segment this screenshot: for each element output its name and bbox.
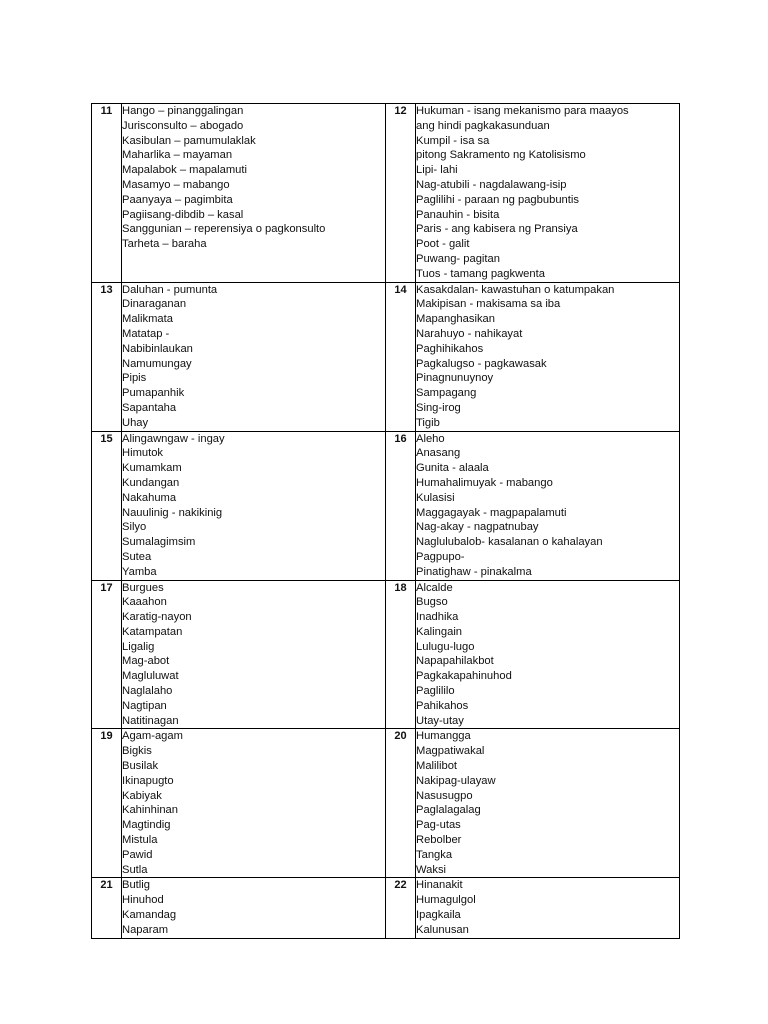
word-entry: Pagpupo- (416, 550, 465, 563)
word-entry: Sumalagimsim (122, 536, 196, 549)
word-entry: Paglililo (416, 685, 455, 698)
word-entry: Tuos - tamang pagkwenta (416, 267, 545, 280)
word-entry: Kamandag (122, 909, 177, 922)
word-list (122, 431, 386, 580)
word-entry: Naglalaho (122, 685, 173, 698)
word-entry: Pinagnunuynoy (416, 372, 494, 385)
word-list (416, 104, 680, 283)
word-entry: Paghihikahos (416, 342, 484, 355)
word-entry: Rebolber (416, 834, 462, 847)
word-entry: Hukuman - isang mekanismo para maayos (416, 105, 629, 117)
word-entry: Nauulinig - nakikinig (122, 506, 223, 519)
word-entry: Hinuhod (122, 894, 164, 907)
word-list (122, 282, 386, 431)
word-entry: Mapalabok – mapalamuti (122, 164, 247, 177)
word-entry: Anasang (416, 447, 461, 460)
word-entry: Inadhika (416, 611, 459, 624)
entry-number: 16 (386, 431, 416, 580)
word-entry: Narahuyo - nahikayat (416, 327, 523, 340)
word-entry: Pag-utas (416, 819, 461, 832)
entry-number: 20 (386, 729, 416, 878)
word-entry: Bugso (416, 596, 448, 609)
entry-number: 11 (92, 104, 122, 283)
word-entry: Humahalimuyak - mabango (416, 476, 553, 489)
entry-number: 19 (92, 729, 122, 878)
word-entry: Kundangan (122, 476, 180, 489)
word-entry: Paanyaya – pagimbita (122, 193, 233, 206)
word-entry: Tangka (416, 848, 453, 861)
vocabulary-table (91, 103, 680, 939)
word-entry: Maharlika – mayaman (122, 149, 233, 162)
word-entry: Sampagang (416, 387, 477, 400)
word-entry: Makipisan - makisama sa iba (416, 298, 561, 311)
word-entry: Natitinagan (122, 714, 179, 727)
word-entry: Kalingain (416, 625, 463, 638)
word-entry: Lulugu-lugo (416, 640, 475, 653)
entry-number: 17 (92, 580, 122, 729)
word-entry: Maggagayak - magpapalamuti (416, 506, 567, 519)
word-entry: Burgues (122, 581, 164, 594)
word-entry: Katampatan (122, 625, 183, 638)
entry-number: 15 (92, 431, 122, 580)
word-entry: Tigib (416, 416, 440, 429)
word-entry: ang hindi pagkakasunduan (416, 119, 550, 132)
word-entry: Alcalde (416, 581, 453, 594)
word-list (122, 729, 386, 878)
word-entry: Ipagkaila (416, 909, 461, 922)
word-list (122, 878, 386, 938)
word-entry: Nakahuma (122, 491, 177, 504)
word-entry: Agam-agam (122, 730, 183, 743)
word-entry: Silyo (122, 521, 147, 534)
word-entry: Mag-abot (122, 655, 170, 668)
entry-number: 13 (92, 282, 122, 431)
word-entry: Busilak (122, 760, 159, 773)
word-entry: Sapantaha (122, 401, 177, 414)
word-entry: Namumungay (122, 357, 192, 370)
word-entry: Yamba (122, 565, 157, 578)
word-list (416, 431, 680, 580)
word-entry: Poot - galit (416, 238, 470, 251)
word-entry: Pahikahos (416, 699, 469, 712)
word-entry: Kasibulan – pamumulaklak (122, 134, 256, 147)
word-list (416, 580, 680, 729)
word-entry: Sanggunian – reperensiya o pagkonsulto (122, 223, 326, 236)
word-entry: Nasusugpo (416, 789, 473, 802)
table-row (92, 878, 680, 938)
word-entry: Aleho (416, 432, 445, 445)
word-entry: Butlig (122, 879, 150, 892)
word-entry: Kabiyak (122, 789, 162, 802)
word-list (122, 104, 386, 283)
word-entry: Dinaraganan (122, 298, 187, 311)
word-entry: Jurisconsulto – abogado (122, 119, 244, 132)
entry-number: 12 (386, 104, 416, 283)
entry-number: 22 (386, 878, 416, 938)
word-entry: Ikinapugto (122, 774, 174, 787)
word-list (416, 282, 680, 431)
word-entry: Alingawngaw - ingay (122, 432, 225, 445)
word-entry: Nag-atubili - nagdalawang-isip (416, 178, 567, 191)
word-entry: Kasakdalan- kawastuhan o katumpakan (416, 283, 615, 296)
word-entry: Uhay (122, 416, 149, 429)
word-entry: Ligalig (122, 640, 155, 653)
word-entry: Pawid (122, 848, 153, 861)
word-entry: Pumapanhik (122, 387, 185, 400)
word-entry: Humagulgol (416, 894, 476, 907)
word-entry: Lipi- lahi (416, 164, 458, 177)
vocabulary-table-body (92, 104, 680, 939)
word-entry: Paris - ang kabisera ng Pransiya (416, 223, 578, 236)
word-entry: pitong Sakramento ng Katolisismo (416, 149, 586, 162)
word-entry: Pagiisang-dibdib – kasal (122, 208, 244, 221)
word-entry: Humangga (416, 730, 471, 743)
word-list (122, 580, 386, 729)
word-entry: Puwang- pagitan (416, 252, 500, 265)
word-entry: Mistula (122, 834, 158, 847)
word-entry: Bigkis (122, 745, 152, 758)
word-entry: Sutla (122, 863, 148, 876)
word-entry: Masamyo – mabango (122, 178, 230, 191)
word-entry: Himutok (122, 447, 164, 460)
word-entry: Nagtipan (122, 699, 167, 712)
word-entry: Kahinhinan (122, 804, 178, 817)
word-entry: Waksi (416, 863, 447, 876)
word-entry: Pagkakapahinuhod (416, 670, 512, 683)
word-entry: Kumpil - isa sa (416, 134, 490, 147)
table-row (92, 282, 680, 431)
word-entry: Magpatiwakal (416, 745, 485, 758)
word-entry: Kalunusan (416, 923, 469, 936)
word-list (416, 878, 680, 938)
word-entry: Malilibot (416, 760, 458, 773)
table-row (92, 431, 680, 580)
word-entry: Naglulubalob- kasalanan o kahalayan (416, 536, 603, 549)
word-entry: Magtindig (122, 819, 171, 832)
word-entry: Kulasisi (416, 491, 455, 504)
entry-number: 18 (386, 580, 416, 729)
word-entry: Hango – pinanggalingan (122, 105, 244, 117)
word-entry: Malikmata (122, 313, 173, 326)
word-list (416, 729, 680, 878)
word-entry: Mapanghasikan (416, 313, 495, 326)
table-row (92, 729, 680, 878)
word-entry: Magluluwat (122, 670, 179, 683)
word-entry: Karatig-nayon (122, 611, 192, 624)
entry-number: 14 (386, 282, 416, 431)
word-entry: Sing-irog (416, 401, 461, 414)
word-entry: Hinanakit (416, 879, 463, 892)
word-entry: Kaaahon (122, 596, 167, 609)
word-entry: Pinatighaw - pinakalma (416, 565, 532, 578)
table-row (92, 104, 680, 283)
word-entry: Nag-akay - nagpatnubay (416, 521, 539, 534)
word-entry: Tarheta – baraha (122, 238, 207, 251)
word-entry: Sutea (122, 550, 152, 563)
word-entry: Napapahilakbot (416, 655, 494, 668)
word-entry: Daluhan - pumunta (122, 283, 218, 296)
word-entry: Matatap - (122, 327, 170, 340)
table-row (92, 580, 680, 729)
word-entry: Pipis (122, 372, 147, 385)
entry-number: 21 (92, 878, 122, 938)
word-entry: Utay-utay (416, 714, 464, 727)
word-entry: Nakipag-ulayaw (416, 774, 496, 787)
word-entry: Gunita - alaala (416, 462, 489, 475)
word-entry: Paglilihi - paraan ng pagbubuntis (416, 193, 579, 206)
word-entry: Panauhin - bisita (416, 208, 500, 221)
word-entry: Paglalagalag (416, 804, 481, 817)
word-entry: Pagkalugso - pagkawasak (416, 357, 547, 370)
word-entry: Kumamkam (122, 462, 182, 475)
word-entry: Naparam (122, 923, 169, 936)
word-entry: Nabibinlaukan (122, 342, 193, 355)
